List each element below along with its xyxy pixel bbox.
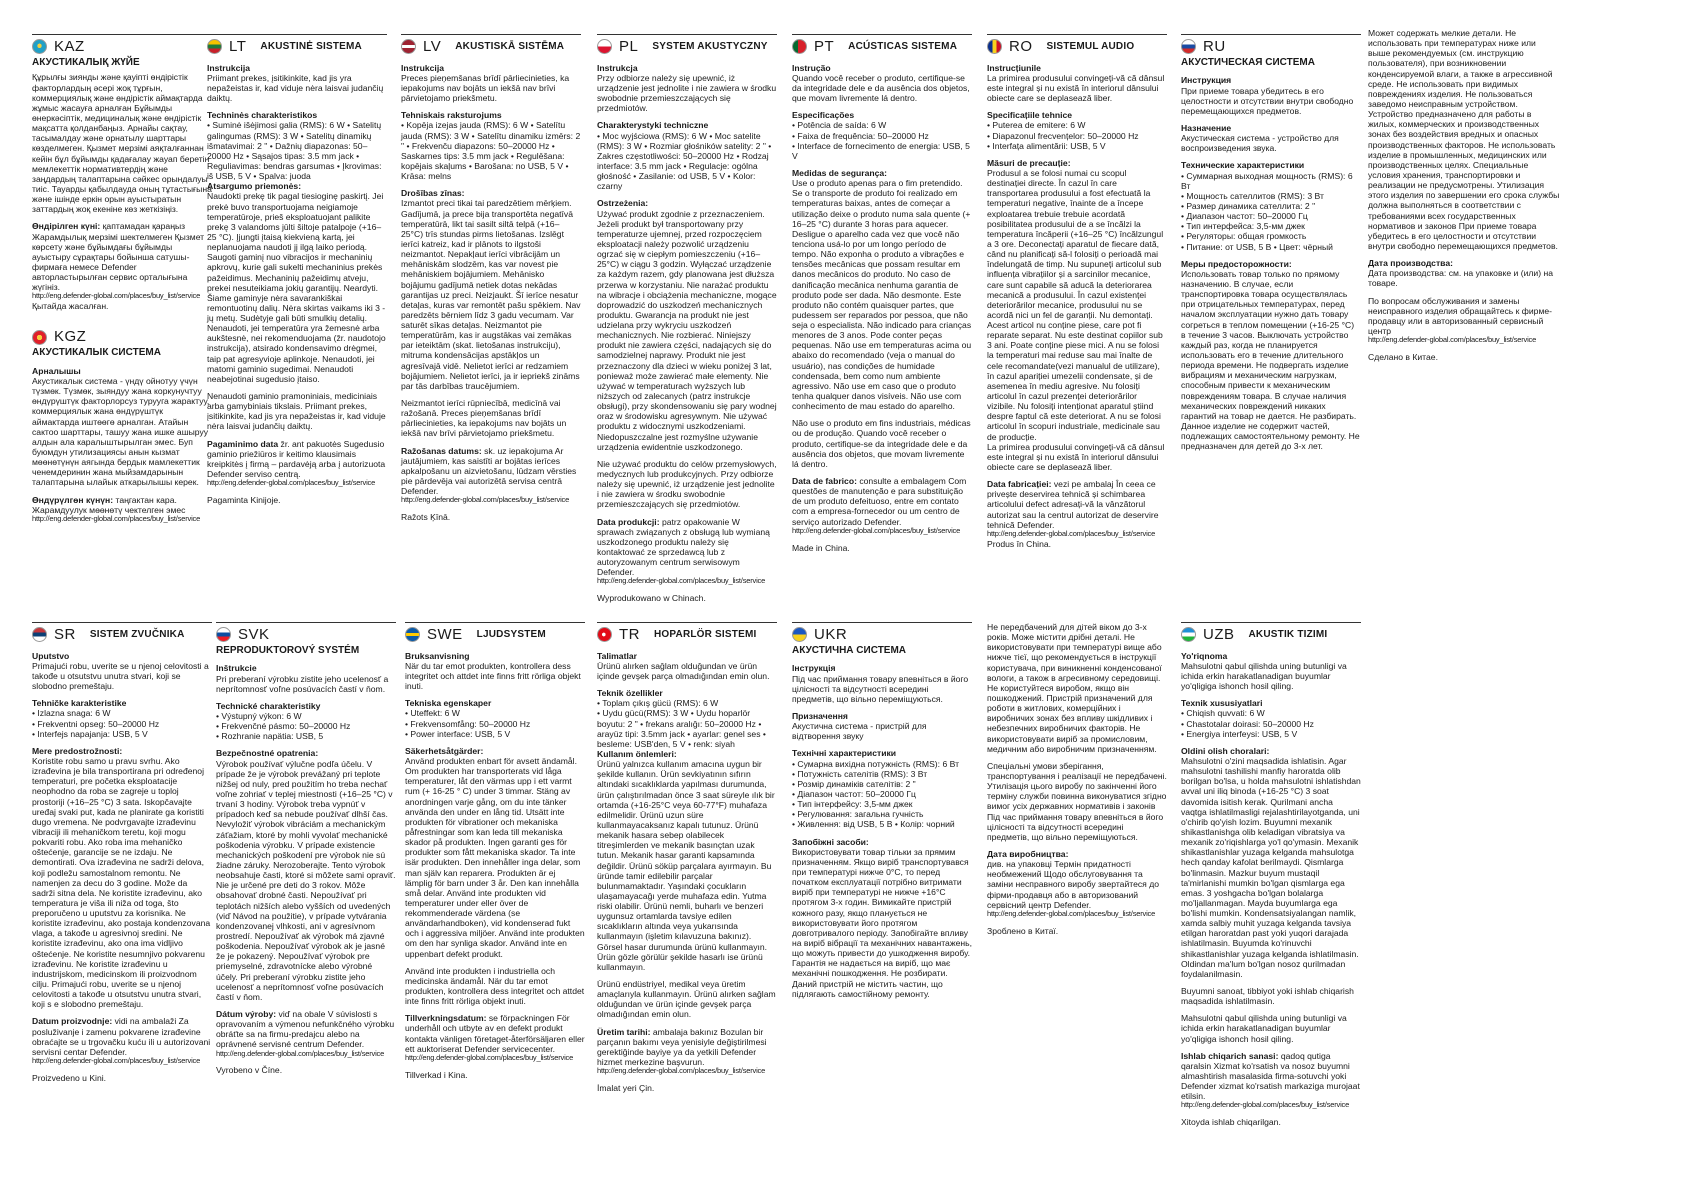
spec-line: • Toplam çıkış gücü (RMS): 6 W	[597, 698, 719, 709]
language-code: RO	[1009, 38, 1033, 55]
extra-text: Ürünü endüstriyel, medikal veya üretim amaçlarıyla kullanmayın. Ürünü alırken sağlam olduğundan ve ürün içinde gevşek parça olmadığından emin olun.	[597, 979, 776, 1020]
extra-text: Buyumni sanoat, tibbiyot yoki ishlab chiqarish maqsadida ishlatilmasin.	[1181, 986, 1354, 1007]
section-title: ACÚSTICAS SISTEMA	[848, 40, 958, 52]
specs-text: • Suminė išėjimosi galia (RMS): 6 W • Satelitų galingumas (RMS): 3 W • Satelitų dinamikų išmatavimai: 2 " • Dažnių diapazonas: 50–20000 Hz • Sąsajos tipas: 3.5 mm jack • Reguliavimas: bendras garsumas • Įkrovimas: iš USB, 5 V • Spalva: juoda	[207, 120, 382, 182]
language-code: PL	[619, 38, 639, 55]
section-header-tr	[597, 622, 777, 644]
safety-text: Mahsulotni o'zini maqsadida ishlatisin. Agar mahsulotni tashilishi manfiy haroratda olib borilgan bo'lsa, u holda mahsulotni ishlatishdan avval uni iliq binoda (+16-25 °C) 3 soat davomida isitish kerak. Qurilmani ancha vaqtga ishlatilmasligi rejalashtirilayotganda, uni o'chirib qo'yish lozim. Buyumni mexanik shikastlanishga olib keladigan vibratsiya va mexanik zo'riqishlarga yo'l qo'ymasin. Mexanik shikastlanishlar yuzaga kelganda mahsulotga hech qanday kafolat berilmaydi. Qismlarga bo'linmasin. Mazkur buyum mustaqil ta'mirlanishi mumkin bo'lgan qismlarga ega emas. 3 yoshgacha bo'lgan bolalarga mo'ljallanmagan. Mayda buyumlarga ega bo'lishi mumkin. Kondensatsiyalangan namlik, xamda salbiy muhit yuzaga kelganda tavsiya etilgan haroratdan past yoki yuqori darajada ishlatilmasin. Buyumda ko'rinuvchi shikastlanishlar yuzaga kelganda ishlatilmasin. Oldindan ma'lum bo'lgan nosoz qurilmadan foydalanilmasin.	[1181, 755, 1361, 979]
spec-line: • Uydu gücü(RMS): 3 W • Uydu hoparlör boyutu: 2 " • frekans aralığı: 50–20000 Hz • arayüz tipi: 3.5mm jack • ayarlar: genel ses • besleme: USB'den, 5 V • renk: siyah	[597, 708, 766, 749]
column-sr	[32, 622, 212, 1172]
column-ukr-continued	[987, 622, 1167, 1172]
specs-title: Teknik özellikler	[597, 688, 663, 699]
instructions-title: Instrução	[792, 62, 831, 73]
specs-title: Specificațiile tehnice	[987, 110, 1073, 121]
section-title: AKUSTISKĀ SISTĒMA	[455, 40, 565, 52]
section-title: SYSTEM AKUSTYCZNY	[652, 40, 768, 52]
specs-text: • Moc wyjściowa (RMS): 6 W • Moc satelite (RMS): 3 W • Rozmiar głośników satelity: 2 " • Zakres częstotliwości: 50–20000 Hz • Rodzaj interface: 3.5 mm jack • Regulacje: ogólna głośność • Zasilanie: od USB, 5 V • Kolor: czarny	[597, 130, 772, 192]
column-ru	[1181, 34, 1361, 594]
purpose-text: Акустична система - пристрій для відтворення звуку	[792, 721, 927, 742]
section-title: АКУСТИКАЛЫҚ ЖҮЙЕ	[32, 56, 140, 68]
language-code: KAZ	[54, 38, 85, 55]
origin-text: Vyrobeno v Číne.	[216, 1065, 283, 1076]
service-url: http://eng.defender-global.com/places/buy_list/service	[597, 1066, 766, 1076]
section-header-ru	[1181, 34, 1361, 56]
spec-line: • Energiya interfeysi: USB, 5 V	[1181, 728, 1298, 739]
safety-title: Măsuri de precauție:	[987, 157, 1071, 168]
manufacture-info: Ishlab chiqarich sanasi: qadoq qutiga qaralsin Xizmat ko'rsatish va nosoz buyumni almashtirish masalasida firma-sotuvchi yoki Defender xizmat ko'rsatish markaziga murojaat etilsin.	[1181, 1050, 1360, 1102]
sweden-flag-icon	[405, 627, 420, 642]
service-url: http://eng.defender-global.com/places/buy_list/service	[401, 495, 570, 505]
service-url: http://eng.defender-global.com/places/buy_list/service	[32, 513, 201, 523]
specs-title: Techninės charakteristikos	[207, 110, 318, 121]
section-title: LJUDSYSTEM	[476, 628, 546, 640]
section-title: SISTEM ZVUČNIKA	[89, 628, 185, 640]
specs-title: Charakterystyki techniczne	[597, 120, 709, 131]
uzbekistan-flag-icon	[1181, 627, 1196, 642]
manufacture-info: Өндүрүлгөн күнүн: таңгактан кара. Жарамдуулук мөөнөтү чектелген эмес	[32, 494, 186, 515]
extra-text: La primirea produsului convingeți-vă că dânsul este integral și nu există în interiorul dânsului obiecte care se deplasează liber.	[987, 441, 1165, 473]
purpose-title: Арналышы	[32, 365, 81, 376]
language-code: LV	[423, 38, 442, 55]
specs-text: • Kopēja izejas jauda (RMS): 6 W • Satelītu jauda (RMS): 3 W • Satelītu dinamiku izmērs: 2 " • Frekvenču diapazons: 50–20000 Hz • Saskarnes tips: 3.5 mm jack • Regulēšana: kopējais skaļums • Barošana: no USB, 5 V • Krāsa: melns	[401, 120, 581, 182]
safety-text: Produsul a se folosi numai cu scopul destinației directe. În cazul în care transportarea produsului a fost efectuată la temperaturi negative, înainte de a începe exploatarea trebuie trebuie acordată posibilitatea produsului de a se încălzi la temperatura încăperii (+16–25 °C) încălzungul a 3 ore. Deconectați aparatul de fiecare dată, când nu planificați să-l folosiți o perioadă mai îndelungată de timp. Nu supuneți articolul sub influența vibrațiilor și a sarcinilor mecanice, care sunt capabile să aducă la deteriorarea mecanică a produsului. În cazul existenței deteriorărilor mecanice, produsului nu se acordă nici un fel de garanții. Nu demontați. Acest articol nu conține piese, care pot fi reparate separat. Nu este destinat copiilor sub 3 ani. Poate conține piese mici. A nu se folosi la temperaturi mai reduse sau mai înalte de cele recomandate(vezi manualul de utilizare), în cazul apariției umezelii condensate, și de asemenea în mediu agresive. Nu folosiți articolul în cazul prezenței deteriorărilor vizibile. Nu folosiți intenționat aparatul știind despre faptul că este deteriorat. A nu se folosi articolul în scopuri industriale, medicinale sau de producție.	[987, 167, 1164, 442]
section-header-lt	[207, 34, 387, 56]
safety-title: Запобіжні засоби:	[792, 836, 869, 847]
kazakhstan-flag-icon	[32, 39, 47, 54]
section-title: REPRODUKTOROVÝ SYSTÉM	[216, 644, 360, 656]
spec-line: • Тип интерфейса: 3,5-мм джек	[1181, 221, 1305, 232]
section-header-lv	[401, 34, 581, 56]
purpose-title: Призначення	[792, 711, 848, 722]
spec-line: • Діапазон частот: 50–20000 Гц	[792, 789, 916, 800]
kyrgyzstan-flag-icon	[32, 330, 47, 345]
section-header-pl	[597, 34, 777, 56]
instructions-title: Інструкція	[792, 663, 836, 674]
date-title: Дата производства:	[1368, 258, 1453, 269]
language-code: TR	[619, 626, 640, 643]
section-title: AKUSTIK TIZIMI	[1248, 628, 1328, 640]
purpose-text: Акустическая система - устройство для воспроизведения звука.	[1181, 133, 1339, 154]
purpose-title: Назначение	[1181, 123, 1232, 134]
spec-line: • Diapazonul frecvențelor: 50–20000 Hz	[987, 130, 1139, 141]
column-tr	[597, 622, 777, 1172]
safety-title: Drošības zīnas:	[401, 188, 465, 199]
safety-title: Säkerhetsåtgärder:	[405, 745, 484, 756]
column-lv	[401, 34, 581, 594]
column-pt	[792, 34, 972, 594]
origin-text: Tillverkad i Kina.	[405, 1069, 468, 1080]
date-title: Дата виробництва:	[987, 848, 1069, 859]
extra-text-2: Mahsulotni qabul qilishda uning butunligi va ichida erkin harakatlanadigan buyumlar yo'qligiga ishonch hosil qiling.	[1181, 1013, 1347, 1044]
service-url: http://eng.defender-global.com/places/buy_list/service	[1368, 335, 1537, 345]
instructions-title: Bruksanvisning	[405, 650, 470, 661]
safety-text: Używać produkt zgodnie z przeznaczeniem. Jeżeli produkt był transportowany przy temperaturze ujemnej, przed rozpoczęciem eksploatacji należy pozwolić urządzeniu ogrzać się w ciepłym pomieszczeniu (+16–25°C) w ciągu 3 godzin. Wyłączać urządzenie za każdym razem, gdy planowana jest dłuższa przerwa w korzystaniu. Nie narażać produktu na wibracje i obciążenia mechaniczne, mogące doprowadzić do uszkodzeń mechanicznych produktu. Gwarancja na produkt nie jest udzielana przy wykryciu uszkodzeń mechanicznych. Nie rozbierać. Niniejszy produkt nie zawiera części, nadających się do samodzielnej naprawy. Produkt nie jest przeznaczony dla dzieci w wieku poniżej 3 lat, ponieważ może zawierać małe elementy. Nie używać w temperaturach wyższych lub niższych od zalecanych (patrz instrukcje obsługi), przy skondensowaniu się pary wodnej oraz w środowisku agresywnym. Nie używać produktu z widocznymi uszkodzeniami. Niedopuszczalne jest rozmyślne używanie urządzenia ewidentnie uszkodzonego.	[597, 208, 777, 452]
instructions-title: Instrukcija	[207, 62, 250, 73]
safety-title: Kullanım önlemleri:	[597, 748, 677, 759]
instructions-title: Instrukcja	[597, 62, 638, 73]
section-header-ro	[987, 34, 1167, 56]
spec-line: • Faixa de frequência: 50–20000 Hz	[792, 130, 929, 141]
instructions-text: Preces pieņemšanas brīdī pārliecinieties, ka iepakojums nav bojāts un iekšā nav brīvi pārvietojamo priekšmetu.	[401, 72, 570, 104]
instructions-text: Ürünü alırken sağlam olduğundan ve ürün içinde gevşek parça olmadığından emin olun.	[597, 660, 770, 681]
language-code: SWE	[427, 626, 463, 643]
portugal-flag-icon	[792, 39, 807, 54]
column-svk	[216, 622, 396, 1172]
section-header-ukr	[792, 622, 972, 644]
column-kaz-kgz	[32, 34, 212, 594]
manufacture-info: Data de fabrico: consulte a embalagem Com questões de manutenção e para substituição de um produto defeituoso, entre em contato com a empresa-fornecedor ou um centro de serviço autorizado Defender.	[792, 476, 967, 527]
spec-line: • Puterea de emitere: 6 W	[987, 120, 1086, 131]
column-pl	[597, 34, 777, 604]
spec-line: • Frekvenčné pásmo: 50–20000 Hz	[216, 721, 351, 732]
section-header-uzb	[1181, 622, 1361, 644]
spec-line: • Размер динамика сателлита: 2 "	[1181, 201, 1316, 212]
lithuania-flag-icon	[207, 39, 222, 54]
spec-line: • Chastotalar doirasi: 50–20000 Hz	[1181, 718, 1314, 729]
language-code: LT	[229, 38, 247, 55]
spec-line: • Розмір динаміків сателітів: 2 "	[792, 778, 916, 789]
column-swe	[405, 622, 585, 1172]
section-header-pt	[792, 34, 972, 56]
spec-line: • Мощность сателлитов (RMS): 3 Вт	[1181, 190, 1324, 201]
service-url: http://eng.defender-global.com/places/buy_list/service	[405, 1052, 574, 1062]
spec-line: • Питание: от USB, 5 В • Цвет: чёрный	[1181, 241, 1333, 252]
extra-text: Nenaudoti gaminio pramoniniais, mediciniais arba gamybiniais tikslais. Priimant prekes, įsitikinkite, kad jis yra nepažeistas ir, kad viduje nėra laisvai judančių daiktų.	[207, 391, 386, 432]
section-header-kaz	[32, 34, 212, 56]
extra-text: Neizmantot ierīci rūpniecībā, medicīnā vai ražošanā. Preces pieņemšanas brīdī pārliecinieties, ka iepakojums nav bojāts un iekšā nav brīvi pārvietojamo priekšmetu.	[401, 398, 567, 439]
service-url: http://eng.defender-global.com/places/buy_list/service	[207, 478, 376, 488]
origin-text: Wyprodukowano w Chinach.	[597, 593, 706, 604]
column-ru-continued	[1368, 28, 1560, 588]
instructions-text: När du tar emot produkten, kontrollera dess integritet och attdet inte finns fritt rörliga objekt inuti.	[405, 660, 581, 692]
safety-text-continued: Не передбачений для дітей віком до 3-х років. Може містити дрібні деталі. Не використовувати при температурі вище або нижче тієї, що рекомендується в інструкції користувача, при виникненні конденсованої вологи, а також в агресивному середовищі. Не користуйтеся виробом, якщо він пошкоджений. Пристрій призначений для роботи в житлових, комерційних і виробничих зонах без впливу шкідливих і небезпечних виробничих факторів. Не використовувати виріб за промисловим, медичним або виробничим призначенням.	[987, 622, 1162, 754]
manufacture-info: Data produkcji: patrz opakowanie W sprawach związanych z obsługą lub wymianą uszkodzonego produktu należy się kontaktować ze sprzedawcą lub z autoryzowanym centrum serwisowym Defender.	[597, 516, 770, 578]
latvia-flag-icon	[401, 39, 416, 54]
poland-flag-icon	[597, 39, 612, 54]
column-uzb	[1181, 622, 1361, 1172]
safety-text: Výrobok používať výlučne podľa účelu. V prípade že je výrobok prevážaný pri teplote nižšej od nuly, pred použitím ho treba nechať voľne zohriať v teplej miestnosti (+16–25 °C) v trvaní 3 hodiny. Výrobok treba vypnúť v prípadoch keď sa nebude používať dlhší čas. Nevyložiť výrobok vibráciám a mechanickým záťažiam, ktoré by mohli vyvolať mechanické poškodenia výrobku. V prípade existencie mechanických poškodení pre výrobok nie sú žiadne záruky. Nerozoberajte. Tento výrobok neobsahuje časti, ktoré si môžete sami opraviť. Nie je určené pre deti do 3 rokov. Môže obsahovať drobné časti. Nepoužívať pri teplotách nižších alebo vyšších od uvedených (viď Návod na použitie), v prípade vytvárania kondenzovanej vlhkosti, ani v agresívnom prostredí. Nepoužívať ak výrobok má zjavné poškodenia. Nepoužívať výrobok ak je jasné že je pokazený. Nepoužívať výrobok pre priemyselné, zdravotnícke alebo výrobné účely. Pri preberaní výrobku zistite jeho ucelenosť a neprítomnosť voľne posúvacích častí v ňom.	[216, 758, 396, 1002]
service-url: http://eng.defender-global.com/places/buy_list/service	[597, 576, 766, 586]
manufacture-info: Pagaminimo data žr. ant pakuotės Sugedusio gaminio priežiūros ir keitimo klausimais kreipkitės į firmą – pardavėją arba į autorizuota Defender serviso centrą.	[207, 438, 386, 480]
instructions-title: Инструкция	[1181, 75, 1232, 86]
service-text: По вопросам обслуживания и замены неисправного изделия обращайтесь к фирме-продавцу или в авторизованный сервисный центр	[1368, 295, 1552, 336]
section-title: HOPARLÖR SISTEMI	[654, 628, 757, 640]
spec-line: • Uteffekt: 6 W	[405, 708, 460, 719]
spec-line: • Регуляторы: общая громкость	[1181, 231, 1307, 242]
spec-line: • Izlazna snaga: 6 W	[32, 708, 111, 719]
origin-text: Xitoyda ishlab chiqarilgan.	[1181, 1117, 1281, 1128]
date-text: Дата производства: см. на упаковке и (или) на товаре.	[1368, 268, 1553, 289]
service-url: http://eng.defender-global.com/places/buy_list/service	[792, 525, 961, 535]
safety-title: Меры предосторожности:	[1181, 258, 1292, 269]
service-url: http://eng.defender-global.com/places/buy_list/service	[987, 528, 1156, 538]
spec-line: • Потужність сателітів (RMS): 3 Вт	[792, 768, 928, 779]
intro-text: Құрылғы зиянды және қауіпті өндірістік факторлардың әсері жоқ тұрғын, коммерциялық және өндірістік аймақтарда жұмыс жасауға арналған Бұйымды өнеркәсіптік, медициналық және өндірістік мақсатта қолданбаңыз. Арнайы сақтау, тасымалдау және орнатылу шарттары көзделмеген. Қызмет мерзімі аяқталғаннан кейін бұл бұйымды қадағалау жауап беретін мемлекеттік нормативтердің және заңдардың талаптарына сәйкес орындалуы тиіс. Тауарды қабылдауда оның тұтастығына және ішінде еркін орын ауыстыратын заттардың жоқ екеніне көз жеткізіңіз.	[32, 72, 212, 215]
manufacture-info: Data fabricației: vezi pe ambalaj În ceea ce privește deservirea tehnică și schimbarea articolului defect adresați-vă la vânzătorul autorizat sau la centrul autorizat de deservire tehnică Defender.	[987, 479, 1159, 530]
safety-title: Bezpečnostné opatrenia:	[216, 748, 319, 759]
instructions-title: Instrucțiunile	[987, 62, 1041, 73]
section-title: AKUSTINĖ SISTEMA	[260, 40, 362, 52]
safety-text: Ürünü yalnızca kullanım amacına uygun bir şekilde kullanın. Ürün sevkiyatının sıfırın altındaki sıcaklıklarda yapılması durumunda, ürün çalıştırılmadan önce 3 saat süreyle ılık bir ortamda (+16-25°C veya 60-77°F) muhafaza edilmelidir. Ürünü uzun süre kullanmayacaksanız kapalı tutunuz. Ürünü mekanik hasara sebep olabilecek titreşimlerden ve mekanik basınçtan uzak tutun. Mekanik hasar garanti kapsamında değildir. Ürünü söküp parçalara ayırmayın. Bu üründe tamir edilebilir parçalar bulunmamaktadır. Yaşındaki çocukların ulaşamayacağı yerde muhafaza edin. Yutma riski olabilir. Ürünü nemli, buharlı ve benzeri uygunsuz ortamlarda tavsiye edilen sıcaklıkların altında veya yukarısında kullanmayın (işletim kılavuzuna bakınız). Görsel hasar durumunda ürünü kullanmayın. Ürün gözle görülür şekilde hasarlı ise ürünü kullanmayın.	[597, 759, 775, 972]
language-code: PT	[814, 38, 835, 55]
language-code: SR	[54, 626, 76, 643]
spec-line: • Frekvensomfång: 50–20000 Hz	[405, 718, 531, 729]
specs-title: Tehničke karakteristike	[32, 698, 127, 709]
spec-line: • Výstupný výkon: 6 W	[216, 711, 302, 722]
spec-line: • Frekventni opseg: 50–20000 Hz	[32, 718, 160, 729]
instructions-title: Uputstvo	[32, 650, 70, 661]
safety-title: Atsargumo priemonės:	[207, 181, 302, 192]
safety-text: Använd produkten enbart för avsett ändamål. Om produkten har transporterats vid låga temperaturer, låt den värmas upp i ett varmt rum (+ 16-25 ° C) under 3 timmar. Stäng av anordningen varje gång, om du inte tänker använda den under en lång tid. Utsätt inte produkten för vibrationer och mekaniska påfrestningar som kan leda till mekaniska skador på produkten. Ingen garanti ges för produkter som fått mekaniska skador. Ta inte isär produkten. Den innehåller inga delar, som man själv kan reparera. Produkten är ej lämplig för barn under 3 år. Den kan innehålla små delar. Använd inte produkten vid temperaturer under eller över de rekommenderade värdena (se användarhandboken), vid kondenserad fukt och i aggressiva miljöer. Använd inte produkten om den har synliga skador. Använd inte en uppenbart defekt produkt.	[405, 755, 585, 959]
spec-line: • Суммарная выходная мощность (RMS): 6 Вт	[1181, 170, 1353, 191]
manufacture-info: Ražošanas datums: sk. uz iepakojuma Ar jautājumiem, kas saistīti ar bojātas ierīces apkalpošanu un aizvietošanu, lūdzam vērsties pie pārdevēja vai autorizētā servisa centrā Defender.	[401, 445, 577, 497]
intro-text: Акустикалык система - үндү ойнотуу үчүн түзмөк. Түзмөк, зыяндуу жана коркунучтуу өндүрүштүк факторлорсуз турууга жарактуу, коммерциялык жана өндүрүштүк аймактарда иштөөгө арналган. Атайын сактоо шарттары, ташуу жана ишке ашыруу алдын ала каралыштырылган эмес. Буп буюмдун утилизациясы анын кызмат мөөнөтүнүн аягында бердык мамлекеттик ченемдеринин жана мыйзамдарынын талаптарына ылайык аткарылышы керек.	[32, 376, 210, 488]
specs-title: Tekniska egenskaper	[405, 698, 492, 709]
manufacture-info: Datum proizvodnje: vidi na ambalaži Za posluživanje i zamenu pokvarene izrađevine obraćajte se u trgovačku kuću ili u autorizovani servisni centar Defender.	[32, 1016, 211, 1057]
instructions-title: Talimatlar	[597, 650, 637, 661]
section-title: АКУСТИКАЛЫК СИСТЕМА	[32, 347, 161, 359]
language-code: SVK	[238, 626, 270, 643]
section-title: АКУСТИЧНА СИСТЕМА	[792, 644, 907, 656]
instructions-text: Pri preberaní výrobku zistite jeho ucelenosť a neprítomnosť voľne posúvacích častí v ňom.	[216, 673, 389, 694]
service-url: http://eng.defender-global.com/places/buy_list/service	[32, 1056, 201, 1066]
section-header-kgz	[32, 325, 212, 346]
language-code: RU	[1203, 38, 1226, 55]
spec-line: • Тип інтерфейсу: 3,5-мм джек	[792, 799, 913, 810]
safety-title: Mere predostrožnosti:	[32, 745, 123, 756]
origin-text: Сделано в Китае.	[1368, 351, 1438, 362]
section-header-svk	[216, 622, 396, 644]
date-text: див. на упаковці Термін придатності необмежений Щодо обслуговування та заміни несправного виробу звертайтеся до фірми-продавця або в авторизований сервісний центр Defender.	[987, 859, 1160, 910]
extra-text: Não use o produto em fins industriais, médicas ou de produção. Quando você receber o produto, certifique-se da integridade dele e da ausência dos objetos, que movam livremente lá dentro.	[792, 418, 971, 469]
slovakia-flag-icon	[216, 627, 231, 642]
safety-text: Izmantot preci tikai tai paredzētiem mērķiem. Gadījumā, ja prece bija transportēta negatīvā temperatūrā, likt tai sasilt siltā telpā (+16–25°C) trīs stundas pirms lietošanas. Izslēgt ierīci katreiz, kad ir plānots to ilgstoši neizmantot. Nepakļaut ierīci vibrācijām un mehāniskām slodzēm, kas var novest pie mehāniskiem bojājumiem. Mehānisko bojājumu gadījumā netiek dotas nekādas garantijas uz preci. Neizjaukt. Šī ierīce nesatur detaļas, kuras var remontēt pašu spēkiem. Nav paredzēts bērniem līdz 3 gadu vecumam. Var saturēt sīkas detaļas. Neizmantot pie temperatūrām, kas ir augstākas vai zemākas par ieteiktām (skat. lietošanas instrukciju), mitruma kondensācijas apstākļos un agresīvajā vidē. Nelietot ierīci ar redzamiem bojājumiem. Nelietot ierīci, ja ir iepriekš zināms par tās darbības traucējumiem.	[401, 198, 581, 391]
spec-line: • Power interface: USB, 5 V	[405, 728, 511, 739]
safety-title: Oldini olish choralari:	[1181, 745, 1270, 756]
instructions-text: Quando você receber o produto, certifique-se da integridade dele e da ausência dos objetos, que movam livremente lá dentro.	[792, 72, 970, 104]
romania-flag-icon	[987, 39, 1002, 54]
spec-line: • Interface de fornecimento de energia: USB, 5 V	[792, 140, 970, 161]
safety-title: Medidas de segurança:	[792, 167, 888, 178]
service-url: http://eng.defender-global.com/places/buy_list/service	[987, 908, 1156, 918]
origin-text: Proizvedeno u Kini.	[32, 1072, 107, 1083]
spec-line: • Диапазон частот: 50–20000 Гц	[1181, 211, 1308, 222]
specs-title: Технічні характеристики	[792, 748, 897, 759]
specs-title: Tehniskais raksturojums	[401, 110, 502, 121]
section-header-swe	[405, 622, 585, 644]
spec-line: • Регулювання: загальна гучність	[792, 809, 924, 820]
safety-text: Naudokti prekę tik pagal tiesioginę paskirtį. Jei prekė buvo transportuojama neigiamoje temperatūroje, prieš eksploatuojant palikite prekę 3 valandoms jūlti šiltoje patalpoje (+16–25 °C). Įjungti įtaisą kiekvieną kartą, jei neplanuojama naudoti jį ilgą laiko periodą. Saugoti gaminį nuo vibracijos ir mechaninių apkrovų, kurie gali sukelti mechaninius prekės pažeidimus. Mechaninių pažeidimų atveju, prekei nesuteikiama jokių garantijų. Neardyti. Šiame gaminyje nėra savarankiškai remontuotinų dalių. Nėra skirtas vaikams iki 3 -jų metų. Sudėtyje gali būti smulkių detalių. Nenaudoti, jei temperatūra yra žemesnė arba aukštesnė, nei rekomenduojama (žr. naudotojo instrukcija), atsirado kondensavimo drėgmei, taip pat agresyvioje aplinkoje. Nenaudoti, jei matomi gaminio sugedimai. Nenaudoti neabejotinai sugedusio įtaiso.	[207, 191, 386, 384]
service-url: http://eng.defender-global.com/places/buy_list/service	[1181, 1100, 1350, 1110]
origin-text: Made in China.	[792, 542, 850, 553]
language-code: KGZ	[54, 328, 87, 346]
extra-text: Använd inte produkten i industriella och medicinska ändamål. När du tar emot produkten, kontrollera dess integritet och attdet inte finns fritt rörliga objekt inuti.	[405, 965, 585, 1007]
specs-title: Texnik xususiyatlari	[1181, 698, 1263, 709]
spec-line: • Interfejs napajanja: USB, 5 V	[32, 728, 148, 739]
instructions-text: При приеме товара убедитесь в его целостности и отсутствии внутри свободно перемещающихся предметов.	[1181, 85, 1354, 116]
spec-line: • Potência de saída: 6 W	[792, 120, 887, 131]
instructions-text: Primajući robu, uverite se u njenoj celovitosti a takođe u otsutstvu unutra stvari, koji se slobodno premeštaju.	[32, 660, 209, 692]
safety-text-continued: Может содержать мелкие детали. Не использовать при температурах ниже или выше рекомендуемых (см. инструкцию пользователя), при возникновении конденсируемой влаги, а также в агрессивной среде. Не использовать при видимых повреждениях изделия. Не пользоваться заведомо неисправным устройством. Устройство предназначено для работы в жилых, коммерческих и производственных зонах без воздействия вредных и опасных производственных факторов. Не использовать изделие в промышленных, медицинских или производственных целях. Специальные условия хранения, транспортировки и реализации не предусмотрены. Утилизация этого изделия по завершении его срока службы должна выполняться в соответствии с требованиями всех государственных нормативов и законов При приеме товара убедитесь в его целостности и отсутствии внутри свободно перемещающихся предметов.	[1368, 28, 1560, 251]
column-ukr	[792, 622, 972, 1172]
russia-flag-icon	[1181, 39, 1196, 54]
origin-text: Pagaminta Kinijoje.	[207, 495, 281, 506]
spec-line: • Interfața alimentării: USB, 5 V	[987, 140, 1106, 151]
safety-text: Use o produto apenas para o fim pretendido. Se o transporte de produto foi realizado em temperaturas baixas, antes de começar a utilização deixe o produto numa sala quente (+ 16–25 °C) durante 3 horas para aquecer. Desligue o aparelho cada vez que você não tenciona usá-lo por um longo período de tempo. Não exponha o produto a vibrações e tensões mecânicas que possam resultar em danos mecânicos do produto. No caso de danificação mecânica nenhuma garantia de produto pode ser dada. Não desmonte. Este produto não contém quaisquer partes, que pudessem ser reparados por pessoa, que não seja o especialista. Não indicado para crianças menores de 3 anos. Pode conter peças pequenas. Não use em temperaturas acima ou abaixo do recomendado (veja o manual do usuário), nas condições de humidade condensada, bem como num ambiente agressivo. Não use em caso que o produto tenha qualquer danos visíveis. Não use com conhecimento de mau estado do aparelho.	[792, 178, 972, 412]
language-code: UZB	[1203, 626, 1235, 643]
storage-text: Спеціальні умови зберігання, транспортування і реалізації не передбачені. Утилізація цього виробу по закінченні його терміну служби повинна виконуватися згідно вимог усіх державних нормативів і законів Під час приймання товару впевніться в його цілісності та відсутності всередині предметів, що вільно переміщуються.	[987, 760, 1167, 842]
column-ro	[987, 34, 1167, 594]
origin-text: İmalat yeri Çin.	[597, 1083, 655, 1094]
specs-title: Технические характеристики	[1181, 160, 1305, 171]
instructions-text: La primirea produsului convingeți-vă că dânsul este integral și nu există în interiorul dânsului obiecte care se deplasează liber.	[987, 72, 1165, 104]
origin-text: Зроблено в Китаї.	[987, 925, 1059, 936]
spec-line: • Rozhranie napätia: USB, 5	[216, 731, 324, 742]
instructions-title: Inštrukcie	[216, 663, 257, 674]
language-code: UKR	[814, 626, 848, 643]
spec-line: • Chiqish quvvati: 6 W	[1181, 708, 1265, 719]
origin-text: Қытайда жасалған.	[32, 301, 109, 312]
section-title: АКУСТИЧЕСКАЯ СИСТЕМА	[1181, 56, 1315, 68]
ukraine-flag-icon	[792, 627, 807, 642]
origin-text: Ražots Ķīnā.	[401, 512, 451, 523]
spec-line: • Сумарна вихідна потужність (RMS): 6 Вт	[792, 758, 959, 769]
safety-text: Koristite robu samo u pravu svrhu. Ako izrađevina je bila transportirana pri određenoj temperaturi, pre početka eksploatacije neophodno da roba se zagreje u toploj prostoriji (+16–25 °C) 3 sata. Iskopčavajte uređaj svaki put, kada ne planirate ga koristiti dugo vremena. Ne podvrgavajte izrađevinu vibraciji ili mehaničkom teretu, koji mogu pokvariti robu. Ako roba ima mehaničko oštećenje, garancije se ne izdaju. Ne demontirati. Ova izrađevina ne sadrži delova, koji podležu samostalnom remontu. Ne namenjen za decu do 3 godine. Može da sadrži sitna dela. Ne koristite izrađevinu, ako temperatura je viša ili niža od toga, što preporučeno u uputstvu za korisnika. Ne koristite izrađevinu, ako postaja kondenzovana vlaga, a takođe u agresivnoj sredini. Ne koristite izrađevinu, ako ona ima vidljivo oštećenje. Ne koristite nesumnjivo pokvarenu izrađevinu. Ne koristite izrađevinu u industrijskom, medicinskom ili proizvodnom cilju. Primajući robu, uverite se u njenoj celovitosti a takođe u otsutstvu unutra stvari, koji s e slobodno premeštaju.	[32, 755, 211, 1010]
safety-text: Використовувати товар тільки за прямим призначенням. Якщо виріб транспортувався при температурі нижче 0°C, то перед початком експлуатації потрібно витримати виріб при температурі не нижче +16°C протягом 3-х годин. Вимикайте пристрій кожного разу, якщо планується не використовувати його протягом довготривалого періоду. Запобігайте впливу на виріб вібрації та механічних навантажень, що можуть привести до ушкодження виробу. Гарантія не надається на виріб, що має механічні пошкодження. Не розбирати. Даний пристрій не містить частин, що підлягають самостійному ремонту.	[792, 846, 972, 999]
turkey-flag-icon	[597, 627, 612, 642]
safety-text: Использовать товар только по прямому назначению. В случае, если транспортировка товара осуществлялась при отрицательных температурах, перед началом эксплуатации нужно дать товару согреться в теплом помещении (+16-25 °C) в течение 3 часов. Выключать устройство каждый раз, когда не планируется использовать его в течение длительного периода времени. Не подвергать изделие вибрациям и механическим нагрузкам, способным привести к механическим повреждениям товара. В случае наличия механических повреждений никаких гарантий на товар не дается. Не разбирать. Данное изделие не содержит частей, подлежащих самостоятельному ремонту. Не предназначен для детей до 3-х лет.	[1181, 268, 1360, 452]
specs-title: Technické charakteristiky	[216, 700, 321, 711]
spec-line: • Живлення: від USB, 5 В • Колір: чорний	[792, 819, 955, 830]
instructions-title: Instrukcija	[401, 62, 444, 73]
service-url: http://eng.defender-global.com/places/buy_list/service	[216, 1048, 385, 1058]
origin-text: Produs în China.	[987, 538, 1052, 549]
service-url: http://eng.defender-global.com/places/buy_list/service	[32, 291, 201, 301]
section-title: SISTEMUL AUDIO	[1046, 40, 1135, 52]
manufacture-info: Өндірілген күні: қаптамадан қараңыз Жарамдылық мерзімі шектелмеген Қызмет көрсету және бұйымдағы бұйымды ауыстыру сұрақтары бойынша сатушы-фирмаға немесе Defender авторластырылған сервис орталығына жүгініз.	[32, 221, 205, 293]
extra-text: Nie używać produktu do celów przemysłowych, medycznych lub produkcyjnych. Przy odbiorze należy się upewnić, iż urządzenie jest jednolite i nie zawiera w środku swobodnie przemieszczających się przedmiotów.	[597, 458, 777, 510]
manufacture-info: Tillverkningsdatum: se förpackningen För underhåll och utbyte av en defekt produkt kontakta vänligen företaget-återförsäljaren eller ett auktoriserat Defender servicecenter.	[405, 1013, 585, 1054]
column-lt	[207, 34, 387, 594]
instructions-text: Priimant prekes, įsitikinkite, kad jis yra nepažeistas ir, kad viduje nėra laisvai judančių daiktų.	[207, 72, 384, 104]
safety-title: Ostrzeżenia:	[597, 198, 649, 209]
instructions-title: Yo'riqnoma	[1181, 650, 1228, 661]
instructions-text: Під час приймання товару впевніться в його цілісності та відсутності всередині предметів, що вільно переміщуються.	[792, 673, 969, 704]
instructions-text: Przy odbiorze należy się upewnić, iż urządzenie jest jednolite i nie zawiera w środku swobodnie przemieszczających się przedmiotów.	[597, 72, 777, 114]
manufacture-info: Üretim tarihi: ambalaja bakınız Bozulan bir parçanın bakımı veya yenisiyle değiştirilmesi gerektiğinde bayiye ya da yetkili Defender hizmet merkezine başvurun.	[597, 1026, 767, 1068]
specs-title: Especificações	[792, 110, 855, 121]
section-header-sr	[32, 622, 212, 644]
serbia-flag-icon	[32, 627, 47, 642]
instructions-text: Mahsulotni qabul qilishda uning butunligi va ichida erkin harakatlanadigan buyumlar yo'qligiga ishonch hosil qiling.	[1181, 660, 1347, 692]
manufacture-info: Dátum výroby: viď na obale V súvislosti s opravovaním a výmenou nefunkčného výrobku obráťte sa na firmu-predajcu alebo na oprávnené servisné centrum Defender.	[216, 1008, 395, 1050]
